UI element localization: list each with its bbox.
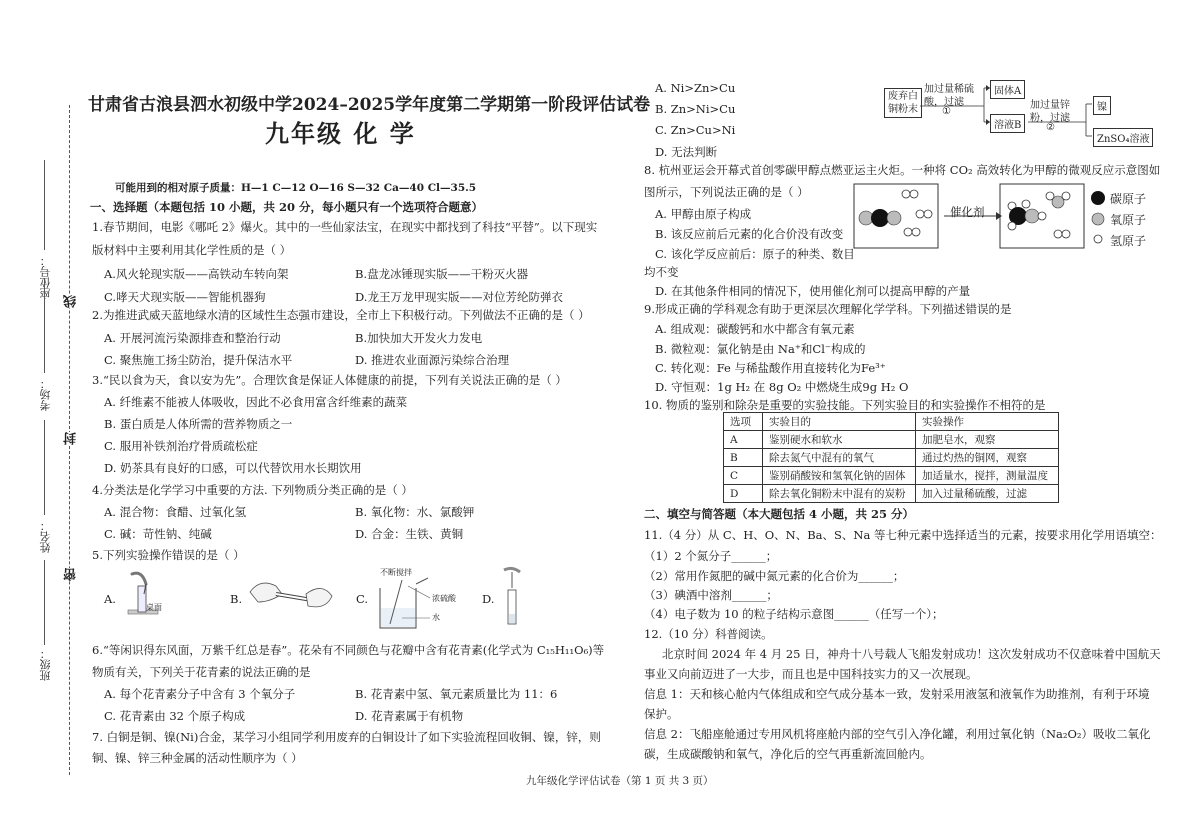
flow-step1-line1: 加过量稀硫 [924,84,974,95]
q3-option-c: C. 服用补铁剂治疗骨质疏松症 [104,439,258,453]
q8-option-b: B. 该反应前后元素的化合价没有改变 [655,227,844,241]
table-row [724,485,1059,503]
q8-catalyst-label: 催化剂 [950,205,985,219]
table-cell: 加入过量稀硫酸，过滤 [916,485,1059,503]
flow-solution-b: 溶液B [990,114,1025,133]
q5-option-c: C. [356,592,369,606]
class-label: 班级： [39,648,52,681]
q3-option-a: A. 纤维素不能被人体吸收，因此不必食用富含纤维素的蔬菜 [104,395,408,409]
q8-option-a: A. 甲醇由原子构成 [655,207,752,221]
flow-step1-number: ① [942,106,951,117]
q8-option-c-cont: 均不变 [644,265,679,279]
binding-margin [0,0,80,831]
q8-legend-oxygen: 氧原子 [1110,213,1147,227]
table-cell: 除去氧化铜粉末中混有的炭粉 [763,485,916,503]
q6-option-d: D. 花青素属于有机物 [355,709,464,723]
q8-legend-carbon: 碳原子 [1110,192,1147,206]
table-cell: 通过灼热的铜网，观察 [916,449,1059,467]
q4-option-a: A. 混合物：食醋、过氧化氢 [104,505,247,519]
q5-label-zhuomian: 桌面 [146,603,162,612]
q2-option-c: C. 聚焦施工扬尘防治，提升保洁水平 [104,353,293,367]
q6-option-c: C. 花青素由 32 个原子构成 [104,709,246,723]
binding-mark-mi: 密 [64,568,79,581]
atomic-masses: 可能用到的相对原子质量：H—1 C—12 O—16 S—32 Ca—40 Cl—35.5 [115,182,477,194]
q5-illustration-c [372,578,452,633]
q4-option-c: C. 碱：苛性钠、纯碱 [104,527,212,541]
q7-option-b: B. Zn>Ni>Cu [655,102,736,116]
q12-info1-line2: 保护。 [644,707,679,721]
q5-label-water: 水 [432,613,440,622]
flow-solid-a: 固体A [990,80,1025,99]
q7-stem-line2: 铜、镍、锌三种金属的活动性顺序为（ ） [92,751,303,765]
q4-stem: 4.分类法是化学学习中重要的方法. 下列物质分类正确的是（ ） [92,483,413,497]
q9-option-d: D. 守恒观：1g H₂ 在 8g O₂ 中燃烧生成9g H₂ O [655,380,909,394]
flow-waste-line1: 废弃白 [888,91,918,102]
q12-stem: 12.（10 分）科普阅读。 [644,627,773,641]
q8-option-c: C. 该化学反应前后：原子的种类、数目 [655,247,855,261]
q1-option-c: C.哮天犬现实版——智能机器狗 [104,290,266,304]
q1-option-a: A.风火轮现实版——高铁动车转向架 [104,267,289,281]
binding-mark-feng: 封 [64,432,79,445]
q2-option-a: A. 开展河流污染源排查和整治行动 [104,331,281,345]
q1-option-d: D.龙王万龙甲现实版——对位芳纶防弹衣 [355,290,563,304]
q6-stem-line1: 6.“等闲识得东风面，万紫千红总是春”。花朵有不同颜色与花瓣中含有花青素(化学式为 C₁₅H₁₁O₆)等 [92,643,605,657]
table-cell: A [724,431,763,449]
methanol-molecule [1008,200,1046,230]
table-cell: B [724,449,763,467]
q5-stem: 5.下列实验操作错误的是（ ） [92,548,245,562]
q9-stem: 9.形成正确的学科观念有助于更深层次理解化学学科。下列描述错误的是 [644,302,1012,316]
water-molecule [1046,192,1070,208]
q6-stem-line2: 物质有关，下列关于花青素的说法正确的是 [92,665,311,679]
co2-molecule [859,209,901,227]
q10-table [723,412,1059,503]
q5-illustration-b [246,572,336,622]
q3-option-d: D. 奶茶具有良好的口感，可以代替饮用水长期饮用 [104,461,362,475]
q11-sub3: （3）碘酒中溶剂______； [644,588,778,602]
table-row [724,467,1059,485]
exam-room-label: 考场： [39,378,52,411]
q8-legend-icons [1090,190,1108,250]
table-header-cell: 选项 [724,413,763,431]
table-cell: 加适量水，搅拌，测量温度 [916,467,1059,485]
q11-sub4: （4）电子数为 10 的粒子结构示意图______（任写一个）； [644,607,944,621]
flow-waste-box [884,88,922,118]
q7-option-c: C. Zn>Cu>Ni [655,123,736,137]
table-row [724,449,1059,467]
q9-option-c: C. 转化观：Fe 与稀盐酸作用直接转化为Fe³⁺ [655,361,886,375]
q12-para1-line2: 事业又向前迈进了一大步，而且也是中国科技实力的又一次展现。 [644,667,978,681]
table-cell: 加肥皂水，观察 [916,431,1059,449]
flow-step1-line2: 酸，过滤 [924,97,964,108]
q5-illustration-a [118,566,168,626]
q2-option-b: B.加快加大开发火力发电 [355,331,483,345]
flow-step2-line1: 加过量锌 [1030,100,1070,111]
q11-sub2: （2）常用作氮肥的碱中氮元素的化合价为______； [644,569,905,583]
q8-stem-line1: 8. 杭州亚运会开幕式首创零碳甲醇点燃亚运主火炬。一种将 CO₂ 高效转化为甲醇的微观反应示意图如 [644,163,1161,177]
q5-option-a: A. [104,592,116,606]
q4-option-d: D. 合金：生铁、黄铜 [355,527,464,541]
table-header-cell: 实验操作 [916,413,1059,431]
q9-option-a: A. 组成观：碳酸钙和水中都含有氧元素 [655,322,855,336]
q12-para1-line1: 北京时间 2024 年 4 月 25 日，神舟十八号载人飞船发射成功！这次发射成功不仅意味着中国航天 [662,647,1161,661]
exam-subtitle: 九年级 化 学 [265,119,416,148]
seat-underline [44,160,45,250]
q3-option-b: B. 蛋白质是人体所需的营养物质之一 [104,417,293,431]
flow-step2-line2: 粉，过滤 [1030,113,1070,124]
q5-option-d: D. [482,592,495,606]
seat-label: 座位号： [39,255,52,299]
table-header-row [724,413,1059,431]
exam-title: 甘肃省古浪县泗水初级中学2024–2025学年度第二学期第一阶段评估试卷 [88,95,651,115]
table-header-cell: 实验目的 [763,413,916,431]
q7-option-a: A. Ni>Zn>Cu [655,81,736,95]
q12-info1-line1: 信息 1：天和核心舱内气体组成和空气成分基本一致，发射采用液氢和液氧作为助推剂，有利于环境 [644,687,1150,701]
table-row [724,431,1059,449]
page-footer: 九年级化学评估试卷（第 1 页 共 3 页） [526,775,714,787]
flow-step2-number: ② [1046,122,1055,133]
q5-option-b: B. [230,592,243,606]
section1-heading: 一、选择题（本题包括 10 小题，共 20 分，每小题只有一个选项符合题意） [90,200,484,214]
q7-option-d: D. 无法判断 [655,145,718,159]
name-underline [44,420,45,515]
q6-option-b: B. 花青素中氢、氧元素质量比为 11：6 [355,687,558,701]
q6-option-a: A. 每个花青素分子中含有 3 个氧分子 [104,687,296,701]
q12-info2-line2: 碳，生成碳酸钠和氧气，净化后的空气再重新流回舱内。 [644,747,932,761]
q11-sub1: （1）2 个氮分子______； [644,549,778,563]
table-cell: C [724,467,763,485]
binding-mark-xian: 线 [64,295,79,308]
q5-illustration-d [498,566,528,628]
q8-option-d: D. 在其他条件相同的情况下，使用催化剂可以提高甲醇的产量 [655,284,971,298]
table-cell: 除去氮气中混有的氧气 [763,449,916,467]
name-label: 姓名： [39,520,52,553]
q1-stem-line1: 1.春节期间，电影《哪吒 2》爆火。其中的一些仙家法宝，在现实中都找到了科技“平替”。以下现实 [92,220,598,234]
class-underline [44,560,45,645]
q8-legend-hydrogen: 氢原子 [1110,234,1147,248]
q9-option-b: B. 微粒观：氯化钠是由 Na⁺和Cl⁻构成的 [655,342,866,356]
q7-stem-line1: 7. 白铜是铜、镍(Ni)合金，某学习小组同学利用废弃的白铜设计了如下实验流程回收铜、镍，锌，则 [92,730,601,744]
q5-label-stir: 不断搅拌 [380,568,412,577]
flow-znso4: ZnSO₄溶液 [1093,128,1153,147]
q5-label-acid: 浓硫酸 [432,594,456,603]
table-cell: 鉴别硬水和软水 [763,431,916,449]
q2-stem: 2.为推进武威天蓝地绿水清的区域性生态强市建设，全市上下积极行动。下列做法不正确的是（ ） [92,308,590,322]
flow-arrows [918,82,1098,142]
q4-option-b: B. 氧化物：水、氯酸钾 [355,505,475,519]
table-cell: 鉴别硝酸铵和氢氧化钠的固体 [763,467,916,485]
q11-stem: 11.（4 分）从 C、H、O、N、Ba、S、Na 等七种元素中选择适当的元素，按要求用化学用语填空： [644,528,1162,542]
table-cell: D [724,485,763,503]
flow-waste-line2: 铜粉末 [888,104,918,115]
q3-stem: 3.“民以食为天，食以安为先”。合理饮食是保证人体健康的前提，下列有关说法正确的是（ ） [92,373,567,387]
q12-info2-line1: 信息 2：飞船座舱通过专用风机将座舱内部的空气引入净化罐，利用过氧化钠（Na₂O₂）吸收二氧化 [644,727,1151,741]
q2-option-d: D. 推进农业面源污染综合治理 [355,353,510,367]
q8-stem-line2: 图所示，下列说法正确的是（ ） [644,185,809,199]
section2-heading: 二、填空与简答题（本大题包括 4 小题，共 25 分） [644,507,915,521]
q10-stem: 10. 物质的鉴别和除杂是重要的实验技能。下列实验目的和实验操作不相符的是 [644,398,1046,412]
q1-stem-line2: 版材料中主要利用其化学性质的是（ ） [92,243,292,257]
q1-option-b: B.盘龙冰锤现实版——干粉灭火器 [355,267,529,281]
exam-room-underline [44,278,45,373]
flow-nickel: 镍 [1093,96,1111,115]
